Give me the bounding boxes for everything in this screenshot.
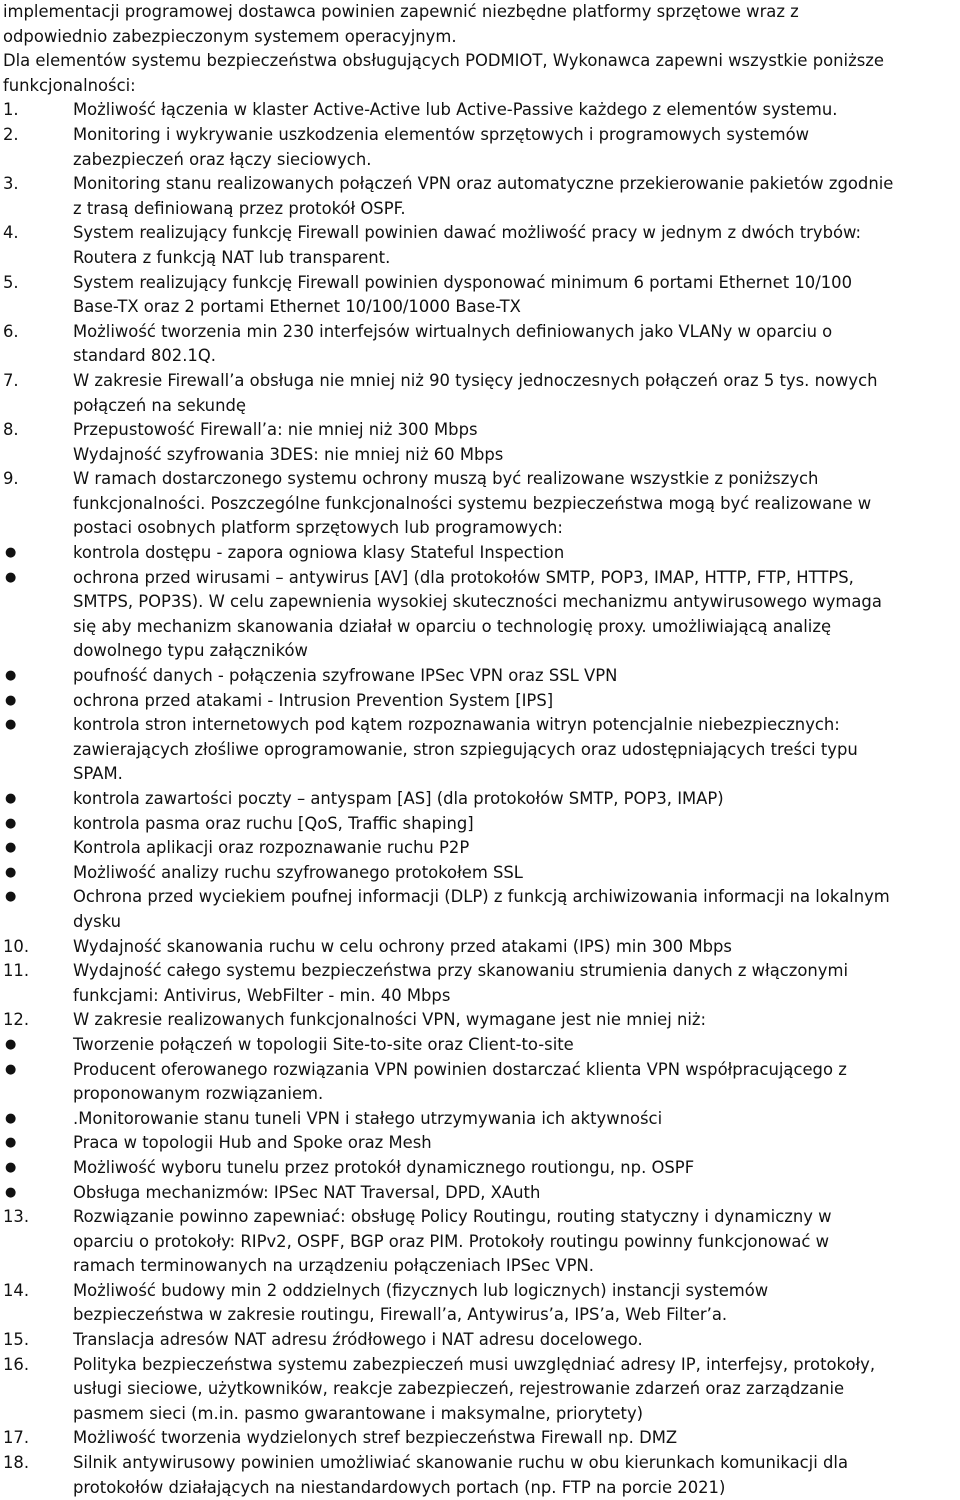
- bullet-icon: ●: [5, 889, 17, 905]
- item-number: 8.: [3, 420, 19, 440]
- item-text: kontrola stron internetowych pod kątem rozpoznawania witryn potencjalnie niebezpiecznych:: [73, 715, 840, 735]
- line-text: implementacji programowej dostawca powinien zapewnić niezbędne platformy sprzętowe wraz z: [3, 2, 799, 21]
- item-continuation-line: [3, 910, 958, 935]
- bullet-item: [3, 1156, 958, 1181]
- bullet-item: [3, 1107, 958, 1132]
- item-number: 17.: [3, 1428, 30, 1448]
- line-text: odpowiednio zabezpieczonym systemem operacyjnym.: [3, 26, 457, 46]
- paragraph-line: [3, 25, 958, 50]
- item-continuation-line: [3, 1476, 958, 1500]
- numbered-item: [3, 935, 958, 960]
- item-continuation-line: [3, 590, 958, 615]
- bullet-item: [3, 836, 958, 861]
- numbered-item: [3, 320, 958, 345]
- bullet-icon: ●: [5, 569, 17, 585]
- item-text: Kontrola aplikacji oraz rozpoznawanie ruchu P2P: [73, 838, 470, 858]
- item-number: 11.: [3, 961, 30, 981]
- numbered-item: [3, 1205, 958, 1230]
- item-text: ochrona przed atakami - Intrusion Prevention System [IPS]: [73, 690, 554, 710]
- bullet-item: [3, 812, 958, 837]
- bullet-icon: ●: [5, 692, 17, 708]
- item-text: .Monitorowanie stanu tuneli VPN i stałego utrzymywania ich aktywności: [73, 1108, 663, 1128]
- item-continuation-line: [3, 639, 958, 664]
- bullet-icon: ●: [5, 545, 17, 561]
- item-text: kontrola dostępu - zapora ogniowa klasy Stateful Inspection: [73, 543, 565, 563]
- bullet-item: [3, 1058, 958, 1083]
- item-text: proponowanym rozwiązaniem.: [73, 1084, 324, 1104]
- paragraph-line: [3, 49, 958, 74]
- bullet-icon: ●: [5, 1036, 17, 1052]
- item-text: z trasą definiowaną przez protokół OSPF.: [73, 198, 406, 218]
- item-continuation-line: [3, 344, 958, 369]
- numbered-item: [3, 98, 958, 123]
- item-text: Możliwość budowy min 2 oddzielnych (fizycznych lub logicznych) instancji systemów: [73, 1280, 769, 1300]
- item-text: ochrona przed wirusami – antywirus [AV] (dla protokołów SMTP, POP3, IMAP, HTTP, FTP, HTTPS,: [73, 567, 854, 587]
- item-text: Silnik antywirusowy powinien umożliwiać skanowanie ruchu w obu kierunkach komunikacji dla: [73, 1453, 848, 1473]
- bullet-item: [3, 1131, 958, 1156]
- item-text: kontrola pasma oraz ruchu [QoS, Traffic shaping]: [73, 813, 474, 833]
- line-text: Dla elementów systemu bezpieczeństwa obsługujących PODMIOT, Wykonawca zapewni wszystkie poniższe: [3, 51, 884, 71]
- item-text: funkcjonalności. Poszczególne funkcjonalności systemu bezpieczeństwa mogą być realizowane w: [73, 493, 872, 513]
- bullet-item: [3, 713, 958, 738]
- numbered-item: [3, 1328, 958, 1353]
- item-text: funkcjami: Antivirus, WebFilter - min. 40 Mbps: [73, 985, 451, 1005]
- item-number: 16.: [3, 1354, 30, 1374]
- item-number: 12.: [3, 1010, 30, 1030]
- item-number: 10.: [3, 936, 30, 956]
- numbered-item: [3, 418, 958, 443]
- item-number: 15.: [3, 1330, 30, 1350]
- item-continuation-line: [3, 443, 958, 468]
- item-continuation-line: [3, 738, 958, 763]
- bullet-icon: ●: [5, 864, 17, 880]
- item-continuation-line: [3, 295, 958, 320]
- item-continuation-line: [3, 762, 958, 787]
- item-text: zabezpieczeń oraz łączy sieciowych.: [73, 149, 372, 169]
- item-number: 14.: [3, 1280, 30, 1300]
- item-text: bezpieczeństwa w zakresie routingu, Firewall’a, Antywirus’a, IPS’a, Web Filter’a.: [73, 1305, 728, 1325]
- bullet-icon: ●: [5, 815, 17, 831]
- item-text: Base-TX oraz 2 portami Ethernet 10/100/1000 Base-TX: [73, 297, 521, 317]
- item-text: usługi sieciowe, użytkowników, reakcje zabezpieczeń, rejestrowanie zdarzeń oraz zarządzanie: [73, 1379, 845, 1399]
- item-continuation-line: [3, 1402, 958, 1427]
- item-text: Możliwość tworzenia wydzielonych stref bezpieczeństwa Firewall np. DMZ: [73, 1428, 678, 1448]
- bullet-item: [3, 1033, 958, 1058]
- item-continuation-line: [3, 1377, 958, 1402]
- numbered-item: [3, 123, 958, 148]
- item-continuation-line: [3, 197, 958, 222]
- numbered-item: [3, 369, 958, 394]
- item-continuation-line: [3, 1303, 958, 1328]
- item-text: Przepustowość Firewall’a: nie mniej niż 300 Mbps: [73, 420, 478, 440]
- item-text: Wydajność skanowania ruchu w celu ochrony przed atakami (IPS) min 300 Mbps: [73, 936, 732, 956]
- numbered-item: [3, 1008, 958, 1033]
- item-text: Rozwiązanie powinno zapewniać: obsługę Policy Routingu, routing statyczny i dynamiczny w: [73, 1207, 832, 1227]
- item-text: postaci osobnych platform sprzętowych lub programowych:: [73, 518, 563, 538]
- item-text: Monitoring i wykrywanie uszkodzenia elementów sprzętowych i programowych systemów: [73, 124, 810, 144]
- item-text: kontrola zawartości poczty – antyspam [AS] (dla protokołów SMTP, POP3, IMAP): [73, 789, 724, 808]
- item-text: Ochrona przed wyciekiem poufnej informacji (DLP) z funkcją archiwizowania informacji na lokalnym: [73, 887, 890, 907]
- item-text: zawierających złośliwe oprogramowanie, stron szpiegujących oraz udostępniających treści typu: [73, 739, 858, 759]
- item-text: Możliwość analizy ruchu szyfrowanego protokołem SSL: [73, 862, 523, 882]
- item-number: 13.: [3, 1207, 30, 1227]
- item-continuation-line: [3, 984, 958, 1009]
- bullet-icon: ●: [5, 1110, 17, 1126]
- item-text: W ramach dostarczonego systemu ochrony muszą być realizowane wszystkie z poniższych: [73, 469, 819, 489]
- item-text: oparciu o protokoły: RIPv2, OSPF, BGP oraz PIM. Protokoły routingu powinny funkcjonować w: [73, 1231, 830, 1251]
- item-text: się aby mechanizm skanowania działał w oparciu o technologię proxy. umożliwiającą analizę: [73, 616, 832, 636]
- item-continuation-line: [3, 492, 958, 517]
- bullet-item: [3, 1181, 958, 1206]
- item-text: Producent oferowanego rozwiązania VPN powinien dostarczać klienta VPN współpracującego z: [73, 1059, 847, 1079]
- numbered-item: [3, 467, 958, 492]
- item-text: SMTPS, POP3S). W celu zapewnienia wysokiej skuteczności mechanizmu antywirusowego wymaga: [73, 592, 882, 612]
- numbered-item: [3, 271, 958, 296]
- item-number: 9.: [3, 469, 19, 489]
- item-number: 7.: [3, 370, 19, 390]
- item-text: Możliwość tworzenia min 230 interfejsów wirtualnych definiowanych jako VLANy w oparciu o: [73, 321, 833, 341]
- bullet-item: [3, 861, 958, 886]
- item-text: połączeń na sekundę: [73, 395, 246, 415]
- bullet-item: [3, 664, 958, 689]
- item-text: standard 802.1Q.: [73, 346, 216, 366]
- bullet-icon: ●: [5, 1159, 17, 1175]
- item-continuation-line: [3, 148, 958, 173]
- numbered-item: [3, 1451, 958, 1476]
- item-number: 3.: [3, 174, 19, 194]
- item-text: dysku: [73, 911, 122, 931]
- bullet-icon: ●: [5, 791, 17, 806]
- item-number: 2.: [3, 124, 19, 144]
- item-continuation-line: [3, 1230, 958, 1255]
- numbered-item: [3, 172, 958, 197]
- bullet-icon: ●: [5, 1135, 17, 1151]
- item-continuation-line: [3, 1082, 958, 1107]
- item-text: pasmem sieci (m.in. pasmo gwarantowane i maksymalne, priorytety): [73, 1403, 644, 1423]
- numbered-item: [3, 1353, 958, 1378]
- item-text: System realizujący funkcję Firewall powinien dysponować minimum 6 portami Ethernet 10/100: [73, 272, 853, 292]
- bullet-icon: ●: [5, 1184, 17, 1200]
- item-text: Polityka bezpieczeństwa systemu zabezpieczeń musi uwzględniać adresy IP, interfejsy, protokoły,: [73, 1354, 876, 1374]
- item-text: Możliwość łączenia w klaster Active-Active lub Active-Passive każdego z elementów systemu.: [73, 100, 838, 120]
- line-text: funkcjonalności:: [3, 75, 136, 95]
- item-text: protokołów działających na niestandardowych portach (np. FTP na porcie 2021): [73, 1477, 726, 1497]
- item-text: Tworzenie połączeń w topologii Site-to-site oraz Client-to-site: [73, 1034, 574, 1054]
- bullet-icon: ●: [5, 1061, 17, 1077]
- item-text: Praca w topologii Hub and Spoke oraz Mesh: [73, 1133, 432, 1153]
- paragraph-line: [3, 74, 958, 99]
- bullet-item: [3, 787, 958, 812]
- item-text: poufność danych - połączenia szyfrowane IPSec VPN oraz SSL VPN: [73, 666, 618, 686]
- item-text: Monitoring stanu realizowanych połączeń VPN oraz automatyczne przekierowanie pakietów zgodnie: [73, 174, 894, 194]
- numbered-item: [3, 1426, 958, 1451]
- item-text: Translacja adresów NAT adresu źródłowego i NAT adresu docelowego.: [73, 1330, 643, 1350]
- numbered-item: [3, 221, 958, 246]
- bullet-item: [3, 541, 958, 566]
- item-text: Wydajność szyfrowania 3DES: nie mniej niż 60 Mbps: [73, 444, 504, 464]
- item-number: 5.: [3, 272, 19, 292]
- document-body: [3, 0, 958, 1500]
- bullet-item: [3, 885, 958, 910]
- item-text: ramach terminowanych na urządzeniu połączeniach IPSec VPN.: [73, 1256, 594, 1276]
- item-text: Obsługa mechanizmów: IPSec NAT Traversal, DPD, XAuth: [73, 1182, 541, 1202]
- item-text: System realizujący funkcję Firewall powinien dawać możliwość pracy w jednym z dwóch trybów:: [73, 223, 862, 243]
- item-continuation-line: [3, 1254, 958, 1279]
- item-text: W zakresie realizowanych funkcjonalności VPN, wymagane jest nie mniej niż:: [73, 1010, 707, 1030]
- item-continuation-line: [3, 394, 958, 419]
- item-text: SPAM.: [73, 764, 123, 784]
- item-text: Routera z funkcją NAT lub transparent.: [73, 247, 391, 267]
- item-text: Wydajność całego systemu bezpieczeństwa przy skanowaniu strumienia danych z włączonymi: [73, 961, 849, 981]
- paragraph-line: [3, 0, 958, 25]
- bullet-icon: ●: [5, 717, 17, 733]
- item-number: 18.: [3, 1453, 30, 1473]
- item-continuation-line: [3, 615, 958, 640]
- item-number: 4.: [3, 223, 19, 243]
- numbered-item: [3, 1279, 958, 1304]
- item-continuation-line: [3, 246, 958, 271]
- bullet-icon: ●: [5, 840, 17, 856]
- bullet-item: [3, 689, 958, 714]
- bullet-item: [3, 566, 958, 591]
- item-continuation-line: [3, 516, 958, 541]
- item-number: 6.: [3, 321, 19, 341]
- item-number: 1.: [3, 100, 19, 120]
- bullet-icon: ●: [5, 668, 17, 684]
- item-text: Możliwość wyboru tunelu przez protokół dynamicznego routiongu, np. OSPF: [73, 1157, 695, 1177]
- item-text: W zakresie Firewall’a obsługa nie mniej niż 90 tysięcy jednoczesnych połączeń oraz 5 tys. nowych: [73, 370, 878, 390]
- numbered-item: [3, 959, 958, 984]
- item-text: dowolnego typu załączników: [73, 641, 308, 661]
